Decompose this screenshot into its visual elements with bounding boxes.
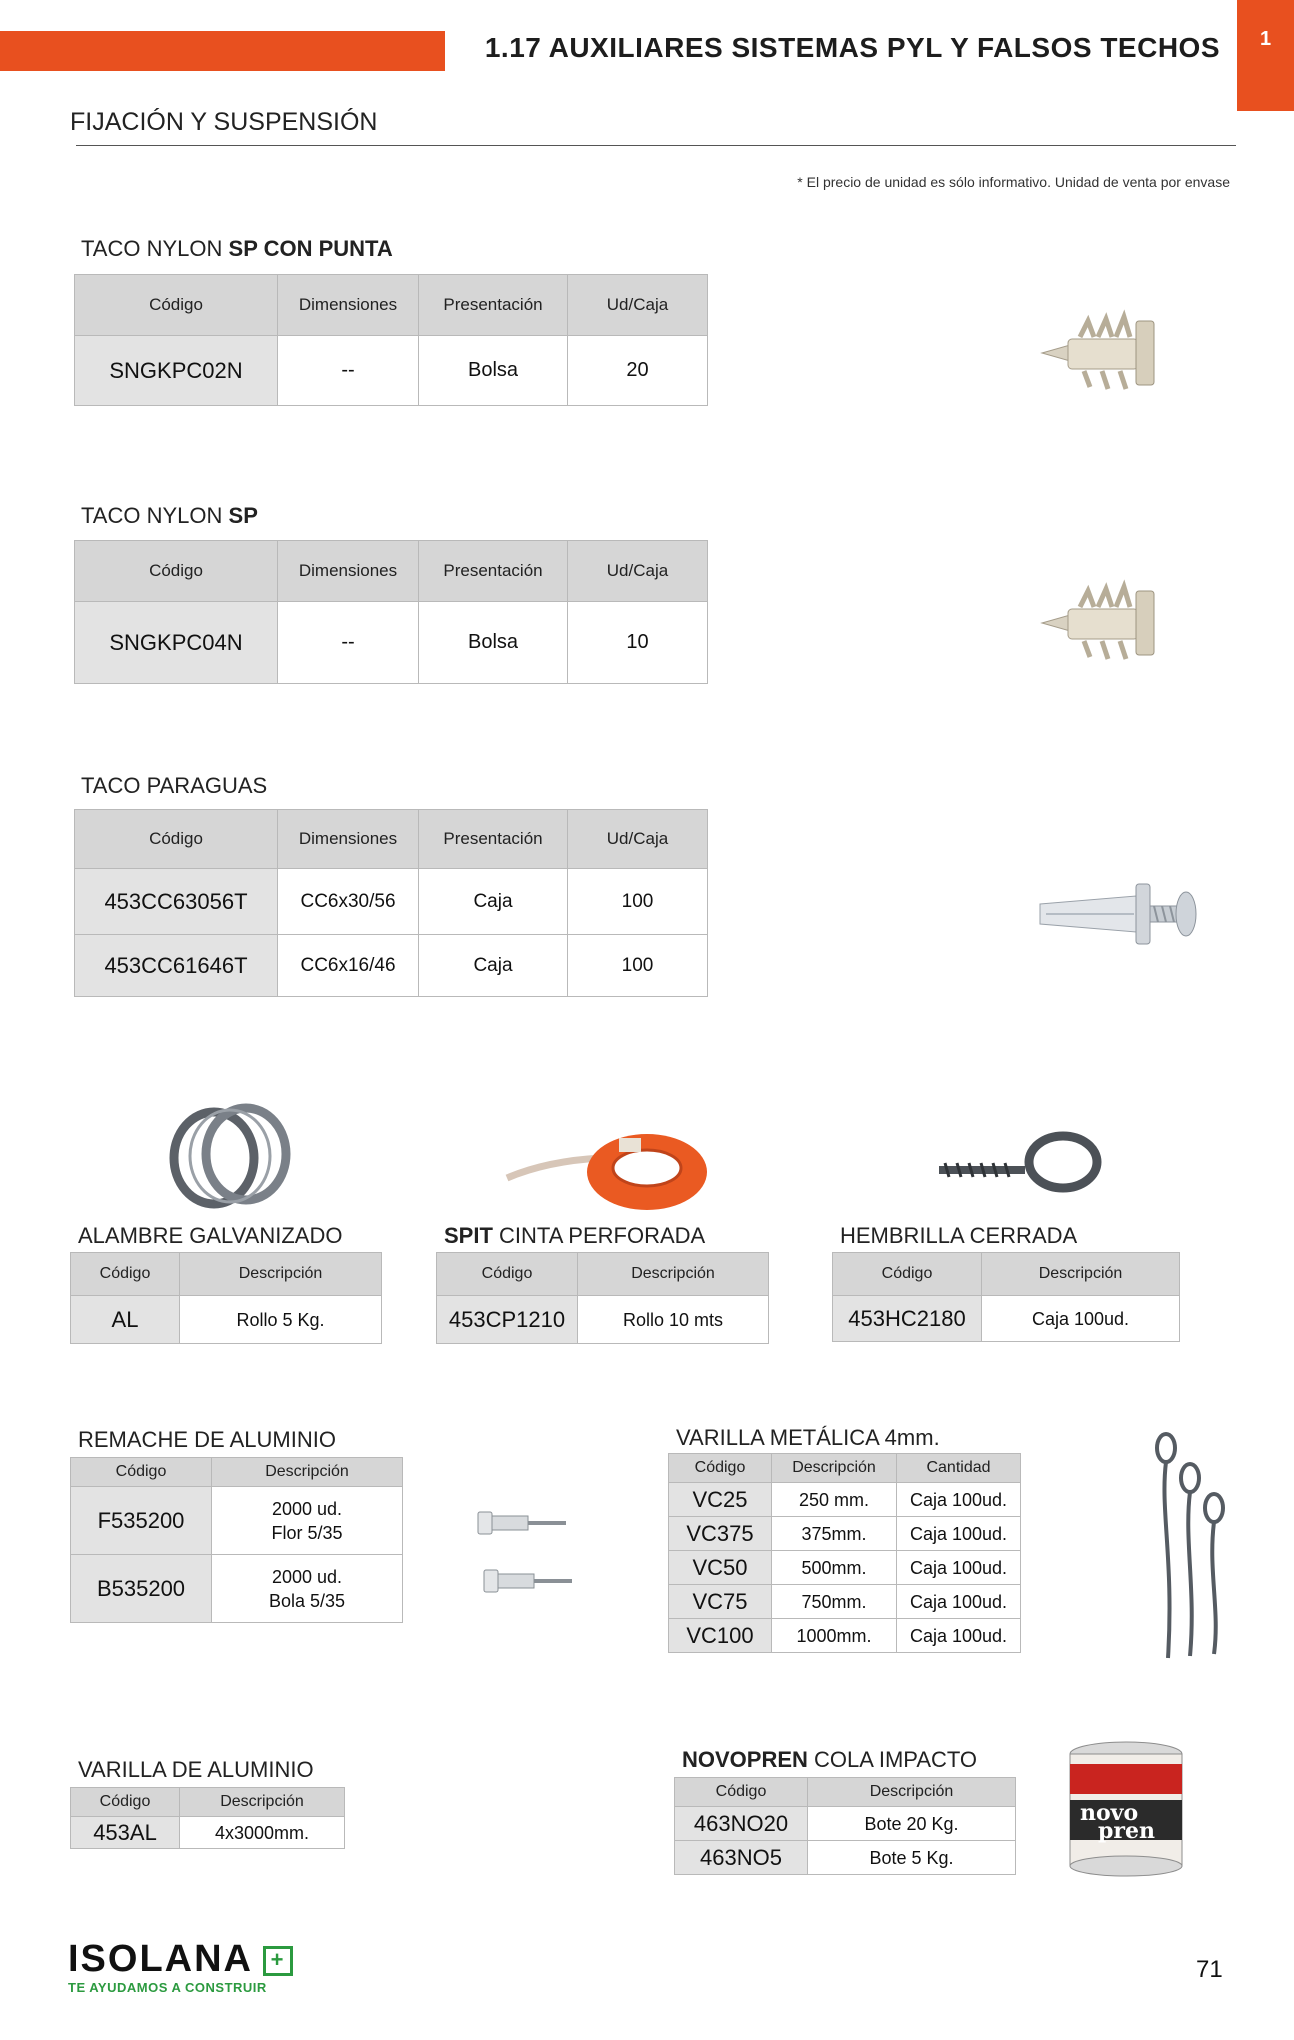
col-header: Código: [75, 541, 278, 602]
cell: 250 mm.: [772, 1483, 897, 1517]
taco-paraguas-title: TACO PARAGUAS: [81, 773, 268, 798]
title-normal: COLA IMPACTO: [807, 1747, 978, 1772]
table-row: [71, 1487, 403, 1555]
wire-coil-image: [162, 1100, 297, 1210]
table-row: [669, 1585, 1021, 1619]
table-row: [71, 1817, 345, 1849]
umbrella-anchor-image: [1036, 882, 1201, 947]
table-row: [75, 602, 708, 684]
table-row: [71, 1555, 403, 1623]
title-bold: SP: [228, 503, 258, 528]
cell-code: 453CP1210: [437, 1296, 578, 1344]
col-header: Descripción: [808, 1778, 1016, 1807]
adhesive-can-image: [1064, 1740, 1192, 1880]
hembrilla-title: HEMBRILLA CERRADA: [840, 1223, 1078, 1248]
cell: Caja 100ud.: [897, 1585, 1021, 1619]
page-number: 71: [1196, 1956, 1223, 1983]
title-normal: CINTA PERFORADA: [492, 1223, 706, 1248]
novopren-table: [674, 1777, 1016, 1875]
col-header: Código: [75, 275, 278, 336]
logo-wordmark: ISOLANA: [68, 1938, 253, 1980]
cell-code: F535200: [71, 1487, 212, 1555]
price-note: * El precio de unidad es sólo informativo. Unidad de venta por envase: [797, 174, 1230, 190]
col-header: Descripción: [772, 1454, 897, 1483]
cinta-table: [436, 1252, 769, 1344]
taco-paraguas-table: [74, 809, 708, 997]
table-row: [669, 1483, 1021, 1517]
col-header: Presentación: [419, 275, 568, 336]
title-bold: SPIT: [444, 1223, 493, 1248]
hembrilla-table: [832, 1252, 1180, 1342]
rivet-image: [474, 1508, 569, 1538]
col-header: Ud/Caja: [568, 275, 708, 336]
cell-code: VC100: [669, 1619, 772, 1653]
cell: Caja 100ud.: [897, 1483, 1021, 1517]
cell-code: AL: [71, 1296, 180, 1344]
col-header: Código: [437, 1253, 578, 1296]
cell: CC6x30/56: [278, 869, 419, 935]
cell: Rollo 5 Kg.: [180, 1296, 382, 1344]
novopren-title: [682, 1747, 977, 1773]
plus-icon: +: [263, 1946, 293, 1976]
col-header: Código: [71, 1253, 180, 1296]
title-normal: TACO NYLON: [81, 503, 229, 528]
cell-code: 453CC63056T: [75, 869, 278, 935]
taco-sp-punta-title: [81, 236, 393, 262]
varilla-aluminio-title: VARILLA DE ALUMINIO: [78, 1757, 314, 1782]
table-row: [75, 935, 708, 997]
page-header-title: 1.17 AUXILIARES SISTEMAS PYL Y FALSOS TECHOS: [484, 32, 1220, 63]
col-header: Cantidad: [897, 1454, 1021, 1483]
cell: 4x3000mm.: [180, 1817, 345, 1849]
can-label-pren: pren: [1098, 1818, 1155, 1844]
col-header: Dimensiones: [278, 541, 419, 602]
varilla-metalica-title: VARILLA METÁLICA 4mm.: [676, 1425, 940, 1450]
cell: 20: [568, 336, 708, 406]
col-header: Código: [833, 1253, 982, 1296]
taco-sp-punta-table: [74, 274, 708, 406]
cell: 750mm.: [772, 1585, 897, 1619]
cinta-title: [444, 1223, 705, 1249]
varilla-aluminio-table: [70, 1787, 345, 1849]
col-header: Descripción: [578, 1253, 769, 1296]
taco-sp-title: [81, 503, 258, 529]
cell-code: VC25: [669, 1483, 772, 1517]
section-divider: [76, 145, 1236, 146]
can-label-novo: novo: [1080, 1800, 1139, 1826]
cell: 100: [568, 869, 708, 935]
table-row: [669, 1551, 1021, 1585]
cell-code: 453AL: [71, 1817, 180, 1849]
cell: Bolsa: [419, 336, 568, 406]
cell-code: 453CC61646T: [75, 935, 278, 997]
cell-code: B535200: [71, 1555, 212, 1623]
title-bold: NOVOPREN: [682, 1747, 808, 1772]
cell-code: 463NO5: [675, 1841, 808, 1875]
header-accent-bar: [0, 31, 445, 71]
cell: [212, 1487, 403, 1555]
col-header: Código: [71, 1458, 212, 1487]
cell: --: [278, 336, 419, 406]
cell: Caja 100ud.: [982, 1296, 1180, 1342]
taco-sp-table: [74, 540, 708, 684]
col-header: Presentación: [419, 810, 568, 869]
col-header: Descripción: [212, 1458, 403, 1487]
col-header: Descripción: [180, 1253, 382, 1296]
cell: Caja: [419, 935, 568, 997]
table-row: [437, 1296, 769, 1344]
rivet-image: [480, 1566, 575, 1596]
eye-hook-image: [935, 1130, 1110, 1195]
cell: Bolsa: [419, 602, 568, 684]
cell: Bote 5 Kg.: [808, 1841, 1016, 1875]
alambre-title: ALAMBRE GALVANIZADO: [78, 1223, 343, 1248]
cell: 10: [568, 602, 708, 684]
cell: 500mm.: [772, 1551, 897, 1585]
desc-line: Flor 5/35: [271, 1522, 343, 1543]
col-header: Código: [669, 1454, 772, 1483]
cell: CC6x16/46: [278, 935, 419, 997]
col-header: Código: [75, 810, 278, 869]
col-header: Presentación: [419, 541, 568, 602]
chapter-tab-number: 1: [1259, 28, 1272, 50]
col-header: Dimensiones: [278, 275, 419, 336]
remache-table: [70, 1457, 403, 1623]
cell: Caja 100ud.: [897, 1619, 1021, 1653]
col-header: Dimensiones: [278, 810, 419, 869]
title-normal: TACO NYLON: [81, 236, 229, 261]
remache-title: REMACHE DE ALUMINIO: [78, 1427, 336, 1452]
desc-line: 2000 ud.: [271, 1566, 343, 1587]
isolana-logo: [68, 1940, 293, 1995]
table-row: [675, 1841, 1016, 1875]
cell: Bote 20 Kg.: [808, 1807, 1016, 1841]
col-header: Descripción: [982, 1253, 1180, 1296]
col-header: Código: [71, 1788, 180, 1817]
table-row: [71, 1296, 382, 1344]
cell: 1000mm.: [772, 1619, 897, 1653]
desc-line: Bola 5/35: [268, 1590, 346, 1611]
table-row: [75, 336, 708, 406]
cell: Rollo 10 mts: [578, 1296, 769, 1344]
table-row: [75, 869, 708, 935]
cell: 375mm.: [772, 1517, 897, 1551]
cell: --: [278, 602, 419, 684]
cell-code: VC375: [669, 1517, 772, 1551]
metal-rods-image: [1130, 1430, 1250, 1665]
table-row: [669, 1619, 1021, 1653]
cell-code: SNGKPC02N: [75, 336, 278, 406]
nylon-anchor-image: [1040, 315, 1162, 390]
cell-code: VC50: [669, 1551, 772, 1585]
desc-line: 2000 ud.: [271, 1498, 343, 1519]
cell: Caja 100ud.: [897, 1551, 1021, 1585]
table-row: [669, 1517, 1021, 1551]
title-bold: SP CON PUNTA: [228, 236, 393, 261]
col-header: Descripción: [180, 1788, 345, 1817]
cell-code: SNGKPC04N: [75, 602, 278, 684]
logo-tagline: TE AYUDAMOS A CONSTRUIR: [68, 1980, 267, 1995]
cell: [212, 1555, 403, 1623]
varilla-metalica-table: [668, 1453, 1021, 1653]
cell: Caja: [419, 869, 568, 935]
section-subtitle: FIJACIÓN Y SUSPENSIÓN: [70, 108, 378, 136]
chapter-tab[interactable]: [1237, 0, 1294, 111]
cell: 100: [568, 935, 708, 997]
perforated-tape-image: [505, 1124, 710, 1214]
nylon-anchor-image: [1040, 585, 1162, 660]
cell-code: VC75: [669, 1585, 772, 1619]
cell-code: 463NO20: [675, 1807, 808, 1841]
col-header: Ud/Caja: [568, 541, 708, 602]
table-row: [833, 1296, 1180, 1342]
col-header: Ud/Caja: [568, 810, 708, 869]
alambre-table: [70, 1252, 382, 1344]
col-header: Código: [675, 1778, 808, 1807]
cell: Caja 100ud.: [897, 1517, 1021, 1551]
table-row: [675, 1807, 1016, 1841]
cell-code: 453HC2180: [833, 1296, 982, 1342]
